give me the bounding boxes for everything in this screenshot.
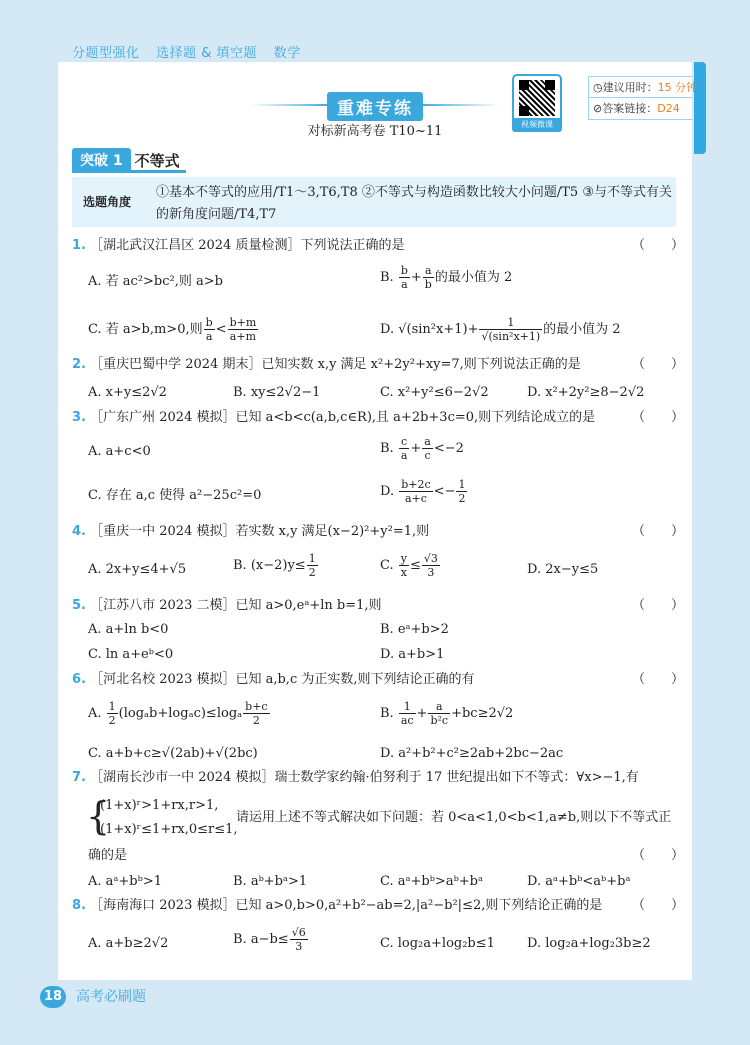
question-number: 2.: [72, 357, 86, 372]
option-a[interactable]: A. a+b≥2√2: [88, 936, 169, 951]
option-a[interactable]: A. a+c<0: [88, 444, 151, 459]
question-continuation: 请运用上述不等式解决如下问题：若 0<a<1,0<b<1,a≠b,则以下不等式正: [236, 810, 672, 825]
question-6: [72, 670, 684, 690]
answer-blank[interactable]: （ ）: [631, 410, 684, 425]
option-b[interactable]: B. aᵇ+bᵃ>1: [233, 874, 308, 889]
breadcrumb-item: 分题型强化: [72, 46, 140, 61]
option-c[interactable]: C. aᵃ+bᵇ>aᵇ+bᵃ: [380, 874, 483, 889]
option-d[interactable]: D. aᵃ+bᵇ<aᵇ+bᵃ: [527, 874, 631, 889]
answer-link[interactable]: ⊘答案链接：D24: [588, 98, 692, 120]
fraction: $\frac{1}{2}$: [308, 552, 316, 579]
fraction: $\frac{c}{a}$: [400, 435, 408, 462]
header-breadcrumb: [72, 42, 313, 61]
option-d[interactable]: D. a²+b²+c²≥2ab+2bc−2ac: [380, 746, 564, 761]
answer-blank[interactable]: （ ）: [631, 598, 684, 613]
qr-label: 视频微课: [512, 118, 562, 132]
fraction: $\frac{√6}{3}$: [291, 926, 306, 953]
section-title: 不等式: [134, 151, 180, 170]
fraction: $\frac{b}{a}$: [205, 316, 213, 343]
option-d[interactable]: D. √(sin²x+1)+ $\frac{1}{\text{√(sin²x+1)}}$ 的最小值为 2: [380, 316, 621, 343]
option-a[interactable]: A. x+y≤2√2: [88, 385, 167, 400]
link-icon: ⊘: [593, 102, 603, 115]
question-number: 5.: [72, 598, 86, 613]
option-b[interactable]: B. eᵃ+b>2: [380, 622, 449, 637]
question-7-tail: [72, 846, 684, 866]
question-1: [72, 236, 684, 256]
question-stem: ［海南海口 2023 模拟］已知 a>0,b>0,a²+b²−ab=2,|a²−b²|≤2,则下列结论正确的是: [90, 898, 603, 913]
side-tab: [694, 62, 706, 154]
option-a[interactable]: A. $\frac{1}{2}$ (logₐb+logₐc)≤logₐ $\frac{b+c}{2}$: [88, 700, 268, 727]
fraction: $\frac{1}{2}$: [458, 478, 466, 505]
question-4: [72, 522, 684, 542]
fraction: $\frac{b}{a}$: [400, 264, 408, 291]
answer-blank[interactable]: （ ）: [631, 238, 684, 253]
question-stem: ［江苏八市 2023 二模］已知 a>0,eᵃ+ln b=1,则: [90, 598, 382, 613]
option-c[interactable]: C. x²+y²≤6−2√2: [380, 385, 489, 400]
fraction: $\frac{b+c}{2}$: [245, 700, 268, 727]
option-a[interactable]: A. aᵃ+bᵇ>1: [88, 874, 162, 889]
breadcrumb-item: 数学: [273, 46, 301, 61]
fraction: $\frac{a}{\text{b²c}}$: [430, 700, 449, 727]
topic-angle-text: ①基本不等式的应用/T1～3,T6,T8 ②不等式与构造函数比较大小问题/T5 ③与不等式有关的新角度问题/T4,T7: [156, 185, 672, 222]
suggested-time: ◷建议用时：15 分钟: [588, 76, 692, 98]
title-decor-left: [250, 104, 330, 106]
case-line: (1+x)ʳ≤1+rx,0≤r≤1,: [100, 822, 238, 837]
answer-blank[interactable]: （ ）: [631, 357, 684, 372]
option-a[interactable]: A. 若 ac²>bc²,则 a>b: [88, 274, 223, 289]
question-stem: ［河北名校 2023 模拟］已知 a,b,c 为正实数,则下列结论正确的有: [90, 672, 475, 687]
question-7: [72, 768, 684, 788]
info-box: [588, 76, 698, 124]
qr-code-icon: [519, 80, 555, 116]
case-line: (1+x)ʳ>1+rx,r>1,: [100, 798, 219, 813]
fraction: $\frac{b+m}{a+m}$: [229, 316, 257, 343]
option-b[interactable]: B. $\frac{b}{a}$ + $\frac{a}{b}$ 的最小值为 2: [380, 264, 513, 291]
option-d[interactable]: D. $\frac{b+2c}{a+c}$ <− $\frac{1}{2}$: [380, 478, 466, 505]
question-number: 1.: [72, 238, 86, 253]
page-title: [250, 92, 500, 121]
option-b[interactable]: B. (x−2)y≤ $\frac{1}{2}$: [233, 552, 316, 579]
question-number: 4.: [72, 524, 86, 539]
page-subtitle: 对标新高考卷 T10~11: [307, 124, 443, 139]
question-number: 3.: [72, 410, 86, 425]
question-continuation: 确的是: [88, 848, 128, 863]
topic-angle-box: [72, 177, 676, 227]
question-number: 8.: [72, 898, 86, 913]
option-b[interactable]: B. $\frac{c}{a}$ + $\frac{a}{c}$ <−2: [380, 435, 464, 462]
option-c[interactable]: C. log₂a+log₂b≤1: [380, 936, 495, 951]
question-number: 7.: [72, 770, 86, 785]
answer-blank[interactable]: （ ）: [631, 848, 684, 863]
fraction: $\frac{y}{x}$: [400, 552, 407, 579]
option-c[interactable]: C. 存在 a,c 使得 a²−25c²=0: [88, 488, 262, 503]
section-underline: [72, 170, 186, 173]
question-8: [72, 896, 684, 916]
clock-icon: ◷: [593, 81, 603, 94]
breadcrumb-item: 选择题 & 填空题: [156, 46, 258, 61]
fraction: $\frac{b+2c}{a+c}$: [401, 478, 431, 505]
answer-blank[interactable]: （ ）: [631, 898, 684, 913]
title-decor-right: [420, 104, 500, 106]
option-d[interactable]: D. a+b>1: [380, 647, 445, 662]
option-c[interactable]: C. 若 a>b,m>0,则 $\frac{b}{a}$ < $\frac{b+m}{a+m}$: [88, 316, 257, 343]
question-stem: ［重庆巴蜀中学 2024 期末］已知实数 x,y 满足 x²+2y²+xy=7,则下列说法正确的是: [90, 357, 581, 372]
option-c[interactable]: C. ln a+eᵇ<0: [88, 647, 174, 662]
fraction: $\frac{1}{\text{√(sin²x+1)}}$: [481, 316, 541, 343]
option-a[interactable]: A. a+ln b<0: [88, 622, 169, 637]
question-3: [72, 408, 684, 428]
option-b[interactable]: B. xy≤2√2−1: [233, 385, 321, 400]
question-5: [72, 596, 684, 616]
option-b[interactable]: B. a−b≤ $\frac{√6}{3}$: [233, 926, 306, 953]
fraction: $\frac{a}{b}$: [424, 264, 432, 291]
question-stem: ［广东广州 2024 模拟］已知 a<b<c(a,b,c∈R),且 a+2b+3c=0,则下列结论成立的是: [90, 410, 596, 425]
section-header: [72, 148, 180, 172]
topic-angle-label: 选题角度: [82, 195, 131, 209]
option-c[interactable]: C. $\frac{y}{x}$ ≤ $\frac{√3}{3}$: [380, 552, 438, 579]
fraction: $\frac{√3}{3}$: [423, 552, 438, 579]
section-badge: 突破 1: [72, 148, 131, 172]
question-number: 6.: [72, 672, 86, 687]
answer-blank[interactable]: （ ）: [631, 524, 684, 539]
brace-symbol: {: [86, 794, 111, 838]
footer-brand: 高考必刷题: [76, 989, 146, 1005]
question-stem: ［湖北武汉江昌区 2024 质量检测］下列说法正确的是: [90, 238, 405, 253]
fraction: $\frac{1}{2}$: [108, 700, 116, 727]
question-2: [72, 355, 684, 375]
option-d[interactable]: D. 2x−y≤5: [527, 562, 599, 577]
option-c[interactable]: C. a+b+c≥√(2ab)+√(2bc): [88, 746, 258, 761]
option-d[interactable]: D. log₂a+log₂3b≥2: [527, 936, 651, 951]
question-stem: ［重庆一中 2024 模拟］若实数 x,y 满足(x−2)²+y²=1,则: [90, 524, 430, 539]
option-a[interactable]: A. 2x+y≤4+√5: [88, 562, 187, 577]
title-badge: 重难专练: [327, 92, 423, 121]
question-stem: ［湖南长沙市一中 2024 模拟］瑞士数学家约翰·伯努利于 17 世纪提出如下不等式：∀x>−1,有: [90, 770, 639, 785]
option-d[interactable]: D. x²+2y²≥8−2√2: [527, 385, 645, 400]
page-number: 18: [40, 986, 66, 1008]
fraction: $\frac{a}{c}$: [424, 435, 431, 462]
option-b[interactable]: B. $\frac{1}{ac}$ + $\frac{a}{\text{b²c}}$ +bc≥2√2: [380, 700, 514, 727]
left-margin: [38, 62, 58, 980]
fraction: $\frac{1}{ac}$: [400, 700, 414, 727]
answer-blank[interactable]: （ ）: [631, 672, 684, 687]
